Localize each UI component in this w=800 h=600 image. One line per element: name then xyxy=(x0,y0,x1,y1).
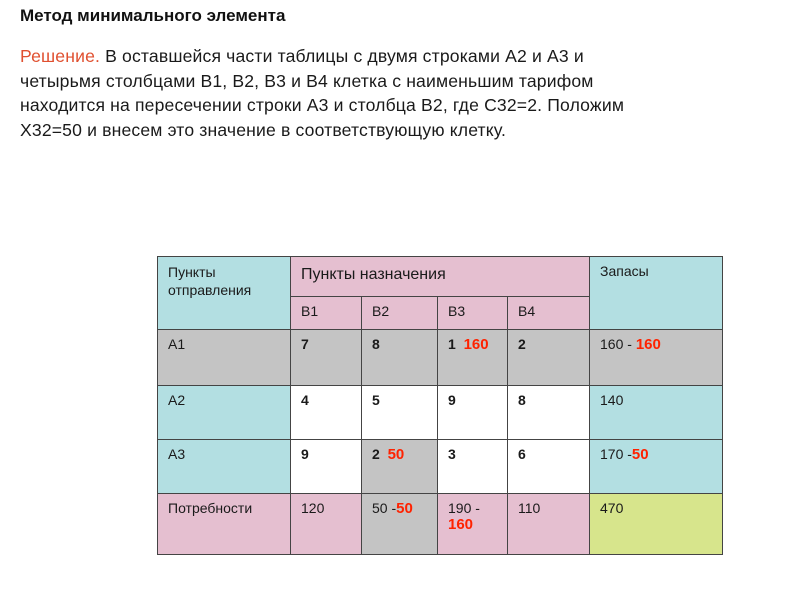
paragraph-line-3: находится на пересечении строки А3 и столбца В2, где С32=2. Положим xyxy=(20,95,625,115)
header-destinations-cell: Пункты назначения xyxy=(291,257,590,297)
header-origin-cell: Пункты отправления xyxy=(158,257,291,330)
supply-a3: 170 -50 xyxy=(590,440,723,494)
col-header-b3: В3 xyxy=(438,297,508,330)
slide-title: Метод минимального элемента xyxy=(20,6,286,25)
cost-a1-b3: 1 160 xyxy=(438,330,508,386)
cost-a2-b1: 4 xyxy=(291,386,362,440)
table-row-a1 xyxy=(158,330,723,386)
paragraph-line-4: Х32=50 и внесем это значение в соответствующую клетку. xyxy=(20,119,507,140)
paragraph-line-1: Решение. В оставшейся части таблицы с двумя строками А2 и А3 и xyxy=(20,46,584,66)
table-row-a2 xyxy=(158,386,723,440)
demand-b4: 110 xyxy=(508,494,590,555)
cost-a2-b4: 8 xyxy=(508,386,590,440)
total-cell: 470 xyxy=(590,494,723,555)
col-header-b2: В2 xyxy=(362,297,438,330)
demand-label: Потребности xyxy=(158,494,291,555)
solution-paragraph xyxy=(20,44,790,142)
solution-lead: Решение. xyxy=(20,46,101,66)
table-row-a3 xyxy=(158,440,723,494)
cost-a2-b3: 9 xyxy=(438,386,508,440)
table-row-demand xyxy=(158,494,723,555)
supply-a2: 140 xyxy=(590,386,723,440)
cost-a3-b2: 2 50 xyxy=(362,440,438,494)
supply-a1: 160 - 160 xyxy=(590,330,723,386)
row-label-a3: А3 xyxy=(158,440,291,494)
cost-a3-b3: 3 xyxy=(438,440,508,494)
demand-b2: 50 -50 xyxy=(362,494,438,555)
paragraph-line-2: четырьмя столбцами В1, В2, В3 и В4 клетка с наименьшим тарифом xyxy=(20,70,594,91)
cost-a1-b4: 2 xyxy=(508,330,590,386)
cost-a2-b2: 5 xyxy=(362,386,438,440)
row-label-a1: А1 xyxy=(158,330,291,386)
cost-a3-b4: 6 xyxy=(508,440,590,494)
cost-a1-b2: 8 xyxy=(362,330,438,386)
allocation-a3-b2: 50 xyxy=(387,446,405,463)
row-label-a2: А2 xyxy=(158,386,291,440)
allocation-a1-b3: 160 xyxy=(463,336,489,353)
col-header-b4: В4 xyxy=(508,297,590,330)
transport-table xyxy=(157,256,723,555)
demand-b3: 190 - 160 xyxy=(438,494,508,555)
col-header-b1: В1 xyxy=(291,297,362,330)
header-supplies-cell: Запасы xyxy=(590,257,723,330)
cost-a1-b1: 7 xyxy=(291,330,362,386)
cost-a3-b1: 9 xyxy=(291,440,362,494)
demand-b1: 120 xyxy=(291,494,362,555)
